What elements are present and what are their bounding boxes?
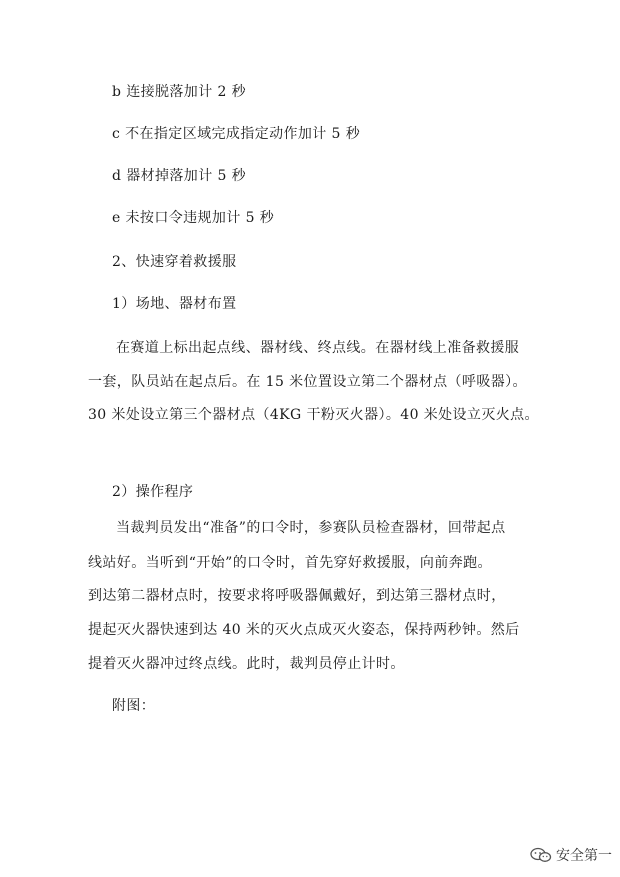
paragraph-line: 线站好。当听到“开始”的口令时，首先穿好救援服，向前奔跑。 — [88, 555, 492, 571]
rule-item-d: d 器材掉落加计 5 秒 — [112, 168, 247, 184]
paragraph-line: 提着灭火器冲过终点线。此时，裁判员停止计时。 — [88, 656, 405, 672]
watermark-text: 安全第一 — [556, 848, 612, 864]
figure-caption: 附图： — [112, 698, 156, 714]
section-heading: 2、快速穿着救援服 — [112, 254, 237, 270]
paragraph-line: 提起灭火器快速到达 40 米的灭火点成灭火姿态，保持两秒钟。然后 — [88, 622, 520, 638]
rule-item-e: e 未按口令违规加计 5 秒 — [112, 210, 275, 226]
paragraph-line: 当裁判员发出“准备”的口令时，参赛队员检查器材，回带起点 — [116, 520, 506, 536]
wechat-icon — [530, 847, 552, 863]
rule-item-c: c 不在指定区域完成指定动作加计 5 秒 — [112, 126, 361, 142]
rule-item-b: b 连接脱落加计 2 秒 — [112, 84, 247, 100]
paragraph-line: 一套，队员站在起点后。在 15 米位置设立第二个器材点（呼吸器）。 — [88, 374, 527, 390]
paragraph-line: 30 米处设立第三个器材点（4KG 干粉灭火器）。40 米处设立灭火点。 — [88, 407, 539, 423]
subsection-heading: 1）场地、器材布置 — [112, 296, 237, 312]
watermark — [530, 845, 612, 865]
subsection-heading: 2）操作程序 — [112, 484, 194, 500]
paragraph-line: 在赛道上标出起点线、器材线、终点线。在器材线上准备救援服 — [116, 340, 520, 356]
paragraph-line: 到达第二器材点时，按要求将呼吸器佩戴好，到达第三器材点时， — [88, 588, 506, 604]
